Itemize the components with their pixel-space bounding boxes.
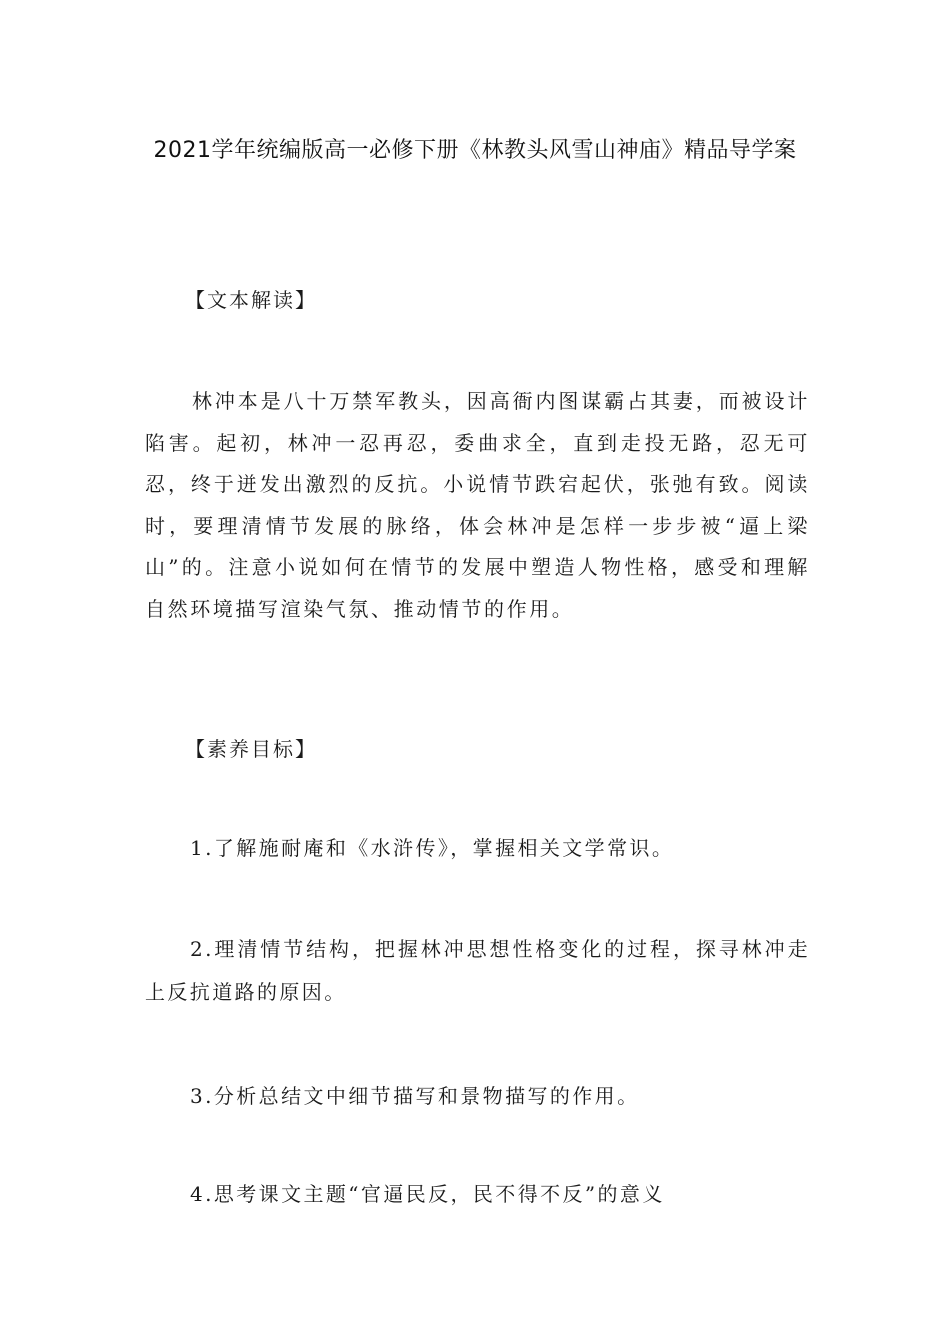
- document-title: 2021学年统编版高一必修下册《林教头风雪山神庙》精品导学案: [153, 138, 797, 163]
- goal-item-3: 3.分析总结文中细节描写和景物描写的作用。: [190, 1084, 640, 1108]
- goal-item-1: 1.了解施耐庵和《水浒传》，掌握相关文学常识。: [190, 836, 675, 860]
- section-heading-literacy-goals: 【素养目标】: [185, 737, 317, 761]
- goal-item-2: 2.理清情节结构，把握林冲思想性格变化的过程，探寻林冲走上反抗道路的原因。: [145, 937, 810, 1004]
- goal-item-4: 4.思考课文主题“官逼民反，民不得不反”的意义: [190, 1182, 665, 1206]
- section-heading-text-analysis: 【文本解读】: [185, 288, 317, 312]
- text-analysis-paragraph: 林冲本是八十万禁军教头，因高衙内图谋霸占其妻，而被设计陷害。起初，林冲一忍再忍，委曲求全，直到走投无路，忍无可忍，终于迸发出激烈的反抗。小说情节跌宕起伏，张弛有致。阅读时，要理清情节发展的脉络，体会林冲是怎样一步步被“逼上梁山”的。注意小说如何在情节的发展中塑造人物性格，感受和理解自然环境描写渲染气氛、推动情节的作用。: [145, 389, 810, 621]
